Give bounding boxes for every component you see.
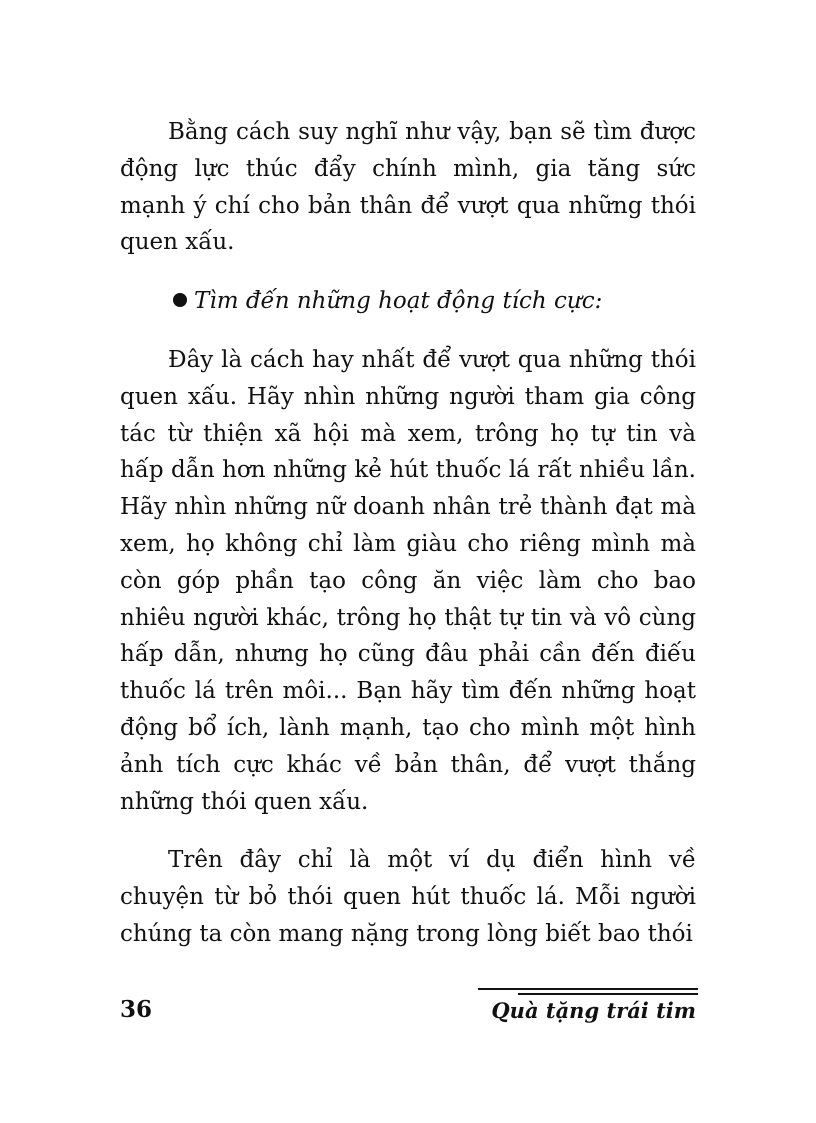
running-title: Quà tặng trái tim — [491, 998, 696, 1023]
bullet-heading-text: Tìm đến những hoạt động tích cực: — [194, 288, 603, 315]
footer-divider — [478, 988, 698, 990]
body-text — [120, 114, 696, 953]
paragraph: Đây là cách hay nhất để vượt qua những thói quen xấu. Hãy nhìn những người tham gia công tác từ thiện xã hội mà xem, trông họ tự tin và hấp dẫn hơn những kẻ hút thuốc lá rất nhiều lần. Hãy nhìn những nữ doanh nhân trẻ thành đạt mà xem, họ không chỉ làm giàu cho riêng mình mà còn góp phần tạo công ăn việc làm cho bao nhiêu người khác, trông họ thật tự tin và vô cùng hấp dẫn, nhưng họ cũng đâu phải cần đến điếu thuốc lá trên môi... Bạn hãy tìm đến những hoạt động bổ ích, lành mạnh, tạo cho mình một hình ảnh tích cực khác về bản thân, để vượt thắng những thói quen xấu. — [120, 346, 696, 815]
paragraph: Trên đây chỉ là một ví dụ điển hình về chuyện từ bỏ thói quen hút thuốc lá. Mỗi người chúng ta còn mang nặng trong lòng biết bao thói — [120, 847, 696, 947]
bullet-heading — [120, 283, 696, 320]
page-number: 36 — [120, 996, 153, 1023]
paragraph: Bằng cách suy nghĩ như vậy, bạn sẽ tìm được động lực thúc đẩy chính mình, gia tăng sức mạnh ý chí cho bản thân để vượt qua những thói quen xấu. — [120, 119, 696, 256]
footer-divider — [518, 993, 698, 995]
